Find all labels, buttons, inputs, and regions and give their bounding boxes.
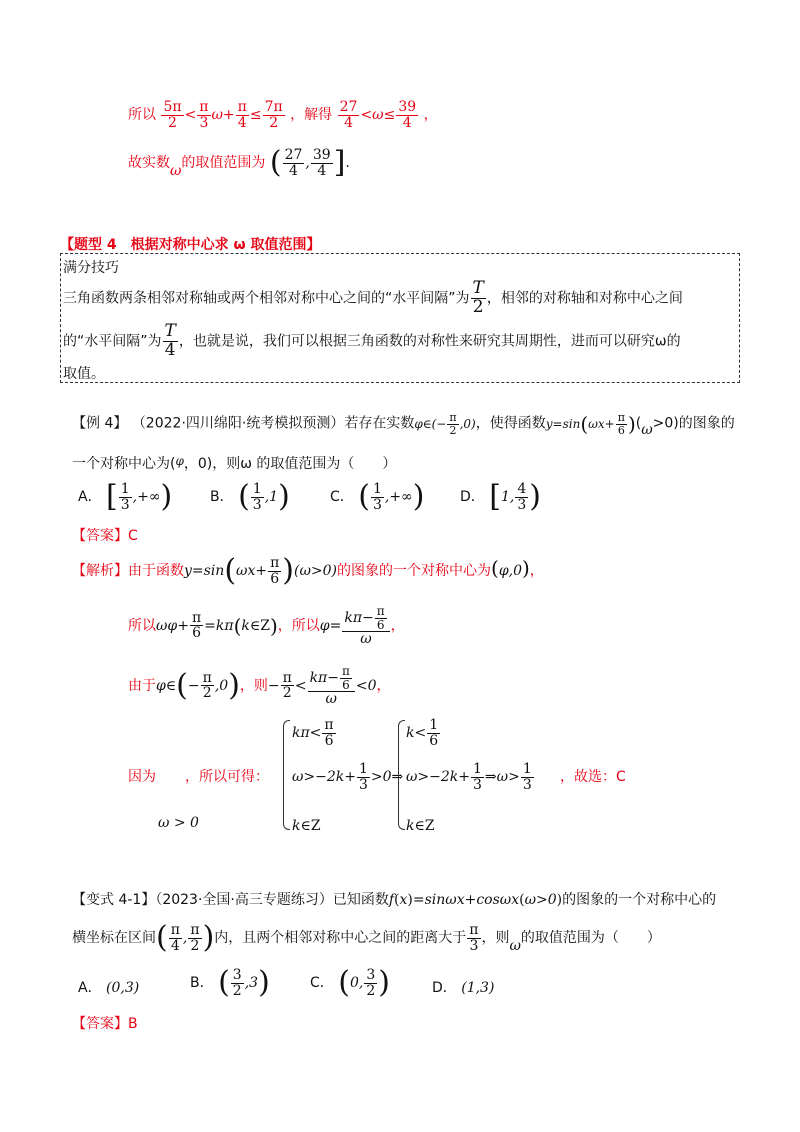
variant-option-a[interactable] xyxy=(78,977,139,997)
variant-option-b-value: ( $\frac{3}{2}$ ,3 ) xyxy=(218,965,270,1001)
analysis-label: 【解析】 xyxy=(72,563,128,580)
option-c-value: ( $\frac{1}{3}$ ,+∞ ) xyxy=(358,479,425,515)
phi-in-interval: φ∈(− $\frac{\pi}{2}$ ,0) xyxy=(414,411,476,437)
example4-line2: 一个对称中心为( xyxy=(72,456,176,472)
analysis-line-1 xyxy=(72,553,544,589)
phi-range: φ∈ ( − $\frac{\pi}{2}$ ,0 ) xyxy=(156,667,240,703)
top-tail1: ， xyxy=(423,107,438,124)
variant-line2b: 内，且两个相邻对称中心之间的距离大于 xyxy=(214,930,467,947)
variant-option-c-value: ( 0, $\frac{3}{2}$ ) xyxy=(338,965,390,1001)
variant-line-1 xyxy=(72,889,716,909)
example4-text3: ( xyxy=(635,415,642,432)
ineq-chain: − $\frac{\pi}{2}$ < kπ− $\frac{\pi}{6}$ ω <0 xyxy=(267,664,377,708)
because-label: 因为 xyxy=(128,769,156,785)
analysis1b: 的图象的一个对称中心为 xyxy=(337,563,491,580)
variant-option-c[interactable] xyxy=(310,965,390,1001)
system-brace-2 xyxy=(398,720,405,830)
example4-option-d[interactable] xyxy=(460,479,541,515)
analysis1c: ， xyxy=(529,563,544,580)
omega-symbol-3: ω xyxy=(509,938,521,955)
eq-phi: φ= kπ− $\frac{\pi}{6}$ ω xyxy=(320,618,391,634)
system1-row3: k∈Z xyxy=(292,818,321,834)
T-over-4: $\frac{T}{4}$ xyxy=(164,321,176,360)
pi-over-3: $\frac{\pi}{3}$ xyxy=(469,922,479,954)
top-prefix1: 所以 xyxy=(128,107,156,124)
variant-option-a-label: A． xyxy=(78,980,102,996)
variant-option-b-label: B． xyxy=(190,975,214,992)
analysis3b: ，则 xyxy=(239,677,268,694)
choose-label: ，故选：C xyxy=(560,769,626,785)
omega-positive: ω > 0 xyxy=(158,815,199,831)
section-heading: 【题型 4 根据对称中心求 ω 取值范围】 xyxy=(60,237,321,253)
option-a-label: A． xyxy=(78,489,102,506)
system2-row2: ω>−2k+ $\frac{1}{3}$ ⇒ω> $\frac{1}{3}$ xyxy=(406,761,532,793)
system1-row1: kπ< $\frac{\pi}{6}$ xyxy=(292,717,334,749)
variant-function: f(x)=sinωx+cosωx(ω>0) xyxy=(388,892,563,908)
option-a-value: [ $\frac{1}{3}$ ,+∞ ) xyxy=(106,479,173,515)
analysis1: 由于函数 xyxy=(128,563,184,580)
variant-option-a-value: (0,3) xyxy=(106,980,140,996)
omega-symbol: ω xyxy=(170,163,182,180)
option-d-label: D． xyxy=(460,489,485,506)
inequality-1: $\frac{5\pi}{2}$ < $\frac{\pi}{3}$ ω+ $\frac{\pi}{4}$ ≤ $\frac{7\pi}{2}$ xyxy=(163,99,283,131)
top-mid1: ，解得 xyxy=(290,107,333,124)
variant-interval: ( $\frac{\pi}{4}$ , $\frac{\pi}{2}$ ) xyxy=(156,920,215,956)
T-over-2: $\frac{T}{2}$ xyxy=(472,278,484,317)
tips-line-1 xyxy=(63,280,683,317)
example4-text1: 若存在实数 xyxy=(344,415,415,432)
analysis3a: 由于 xyxy=(128,677,156,694)
example4-line-1 xyxy=(72,412,735,436)
function-def: y=sin ( ωx+ $\frac{\pi}{6}$ ) xyxy=(545,411,636,437)
variant-line2d: 的取值范围为（ ） xyxy=(520,930,661,947)
option-d-value: [ 1, $\frac{4}{3}$ ) xyxy=(489,479,541,515)
variant-option-d[interactable] xyxy=(432,977,494,997)
tips-line2b: ，也就是说，我们可以根据三角函数的对称性来研究其周期性，进而可以研究ω的 xyxy=(178,333,681,350)
variant-text1: 已知函数 xyxy=(332,892,389,908)
variant-answer: 【答案】B xyxy=(72,1016,138,1032)
variant-option-b[interactable] xyxy=(190,965,270,1001)
example4-option-c[interactable] xyxy=(330,479,425,515)
center-point: (φ,0) xyxy=(491,556,530,581)
analysis2a: 所以 xyxy=(128,617,156,634)
example4-answer: 【答案】C xyxy=(72,528,138,544)
omega-symbol-2: ω xyxy=(641,421,653,438)
variant-line2a: 横坐标在区间 xyxy=(72,930,156,947)
example4-source: （2022·四川绵阳·统考模拟预测） xyxy=(131,415,345,432)
variant-line2c: ，则 xyxy=(481,930,510,947)
analysis-line-2 xyxy=(128,605,405,647)
analysis-line-3 xyxy=(128,665,391,707)
top-tail2: . xyxy=(345,155,350,172)
top-mid2: 的取值范围为 xyxy=(181,155,266,172)
range-interval: ( $\frac{27}{4}$ , $\frac{39}{4}$ ] xyxy=(269,145,346,181)
analysis2b: ，所以 xyxy=(277,617,320,634)
tips-box xyxy=(60,253,740,383)
option-c-label: C． xyxy=(330,489,354,506)
so-label: ，所以可得： xyxy=(185,769,269,785)
system2-row1: k< $\frac{1}{6}$ xyxy=(406,717,439,749)
top-prefix2: 故实数 xyxy=(128,155,170,172)
option-b-value: ( $\frac{1}{3}$ ,1 ) xyxy=(238,479,290,515)
analysis-function: y=sin ( ωx+ $\frac{\pi}{6}$ ) (ω>0) xyxy=(184,553,337,589)
tips-line1b: ，相邻的对称轴和对称中心之间 xyxy=(486,290,683,307)
inequality-2: $\frac{27}{4}$ <ω≤ $\frac{39}{4}$ xyxy=(339,99,417,131)
variant-text2: 的图象的一个对称中心的 xyxy=(562,892,717,908)
variant-option-c-label: C． xyxy=(310,975,334,992)
example4-line2b: ，0)，则ω 的取值范围为（ ） xyxy=(183,456,397,472)
example4-label: 【例 4】 xyxy=(72,415,128,432)
example4-text4: >0)的图象的 xyxy=(652,415,735,432)
tips-line2a: 的“水平间隔”为 xyxy=(63,333,162,350)
example4-line-2 xyxy=(72,453,396,473)
variant-option-d-value: (1,3) xyxy=(461,980,495,996)
variant-label: 【变式 4-1】 xyxy=(72,892,156,908)
phi-symbol: φ xyxy=(175,454,184,468)
tips-line-3: 取值。 xyxy=(63,366,105,382)
variant-line-2 xyxy=(72,920,661,956)
tips-line1a: 三角函数两条相邻对称轴或两个相邻对称中心之间的“水平间隔”为 xyxy=(63,290,470,307)
top-line-2 xyxy=(128,145,350,181)
eq-omega-phi: ωφ+ $\frac{\pi}{6}$ =kπ ( k∈ Z ) xyxy=(156,609,278,642)
tips-line-2 xyxy=(63,323,681,360)
example4-text2: ，使得函数 xyxy=(475,415,546,432)
variant-option-d-label: D． xyxy=(432,980,457,996)
variant-source: （2023·全国·高三专题练习） xyxy=(155,892,333,908)
tips-title: 满分技巧 xyxy=(63,260,119,276)
example4-option-a[interactable] xyxy=(78,479,173,515)
system1-row2: ω>−2k+ $\frac{1}{3}$ >0⇒ xyxy=(292,761,404,793)
option-b-label: B． xyxy=(210,489,234,506)
example4-option-b[interactable] xyxy=(210,479,290,515)
top-line-1 xyxy=(128,100,438,130)
analysis2c: ， xyxy=(390,617,405,634)
system2-row3: k∈Z xyxy=(406,818,435,834)
system-brace-1 xyxy=(283,720,290,830)
analysis3c: ， xyxy=(376,677,391,694)
